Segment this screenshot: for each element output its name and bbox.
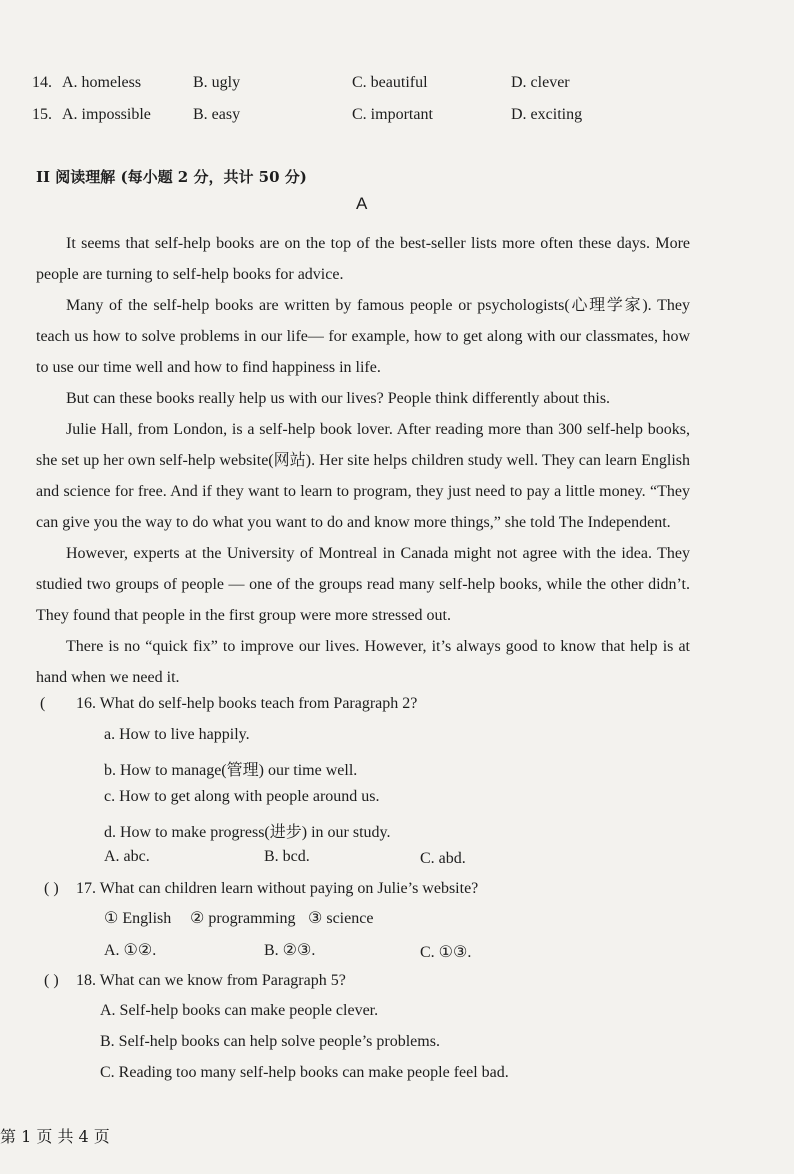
answer-bracket: ( ) [44, 880, 59, 897]
option-a: A. Self-help books can make people clever. [100, 1002, 379, 1019]
section-heading: II 阅读理解 (每小题 2 分，共计 50 分) [36, 168, 307, 186]
question-number: 14. [32, 74, 52, 91]
question-16-stem: 16. What do self-help books teach from Paragraph 2? [76, 695, 418, 712]
question-number: 15. [32, 106, 52, 123]
option-a: A. homeless [62, 74, 142, 91]
option-row-15 [0, 106, 794, 136]
passage-body [36, 228, 690, 693]
option-b: B. Self-help books can help solve people’s problems. [100, 1033, 440, 1050]
page-footer: 第 1 页 共 4 页 [0, 1127, 110, 1146]
paragraph: However, experts at the University of Montreal in Canada might not agree with the idea. They studied two groups of people — one of the groups read many self-help books, while the other didn’t. They found that people in the first group were more stressed out. [36, 545, 690, 624]
paragraph: But can these books really help us with our lives? People think differently about this. [66, 390, 611, 407]
option-c: C. beautiful [352, 74, 428, 91]
option-b: B. bcd. [264, 848, 310, 865]
option-b: B. easy [193, 106, 241, 123]
option-row-14 [0, 74, 794, 104]
answer-bracket: ( ) [44, 972, 59, 989]
option-a: A. abc. [104, 848, 150, 865]
question-17-item: ① English [104, 910, 172, 927]
option-c: C. abd. [420, 850, 466, 867]
question-16-item: b. How to manage(管理) our time well. [104, 762, 358, 779]
option-d: D. exciting [511, 106, 583, 123]
option-c: C. ①③. [420, 944, 472, 961]
question-17-item: ③ science [308, 910, 374, 927]
paragraph: Julie Hall, from London, is a self-help book lover. After reading more than 300 self-help books, she set up her own self-help website(网站). Her site helps children study well. They can learn English and science for free. And if they want to learn to program, they just need to pay a little money. “They can give you the way to do what you want to do and know more things,” she told The Independent. [36, 421, 690, 531]
option-a: A. impossible [62, 106, 151, 123]
paragraph: Many of the self-help books are written by famous people or psychologists(心理学家). They teach us how to solve problems in our life— for example, how to get along with our classmates, how to use our time well and how to find happiness in life. [36, 297, 690, 376]
answer-bracket: ( [40, 695, 46, 712]
question-16-item: a. How to live happily. [104, 726, 250, 743]
question-17-stem: 17. What can children learn without paying on Julie’s website? [76, 880, 479, 897]
question-16-item: d. How to make progress(进步) in our study. [104, 824, 391, 841]
paragraph: It seems that self-help books are on the top of the best-seller lists more often these days. More people are turning to self-help books for advice. [36, 235, 690, 283]
option-c: C. Reading too many self-help books can make people feel bad. [100, 1064, 509, 1081]
option-b: B. ugly [193, 74, 241, 91]
question-18-stem: 18. What can we know from Paragraph 5? [76, 972, 346, 989]
paragraph: There is no “quick fix” to improve our lives. However, it’s always good to know that help is at hand when we need it. [36, 638, 690, 686]
option-d: D. clever [511, 74, 570, 91]
option-c: C. important [352, 106, 433, 123]
passage-title: A [356, 194, 368, 213]
question-16-item: c. How to get along with people around us. [104, 788, 380, 805]
option-b: B. ②③. [264, 942, 316, 959]
question-17-item: ② programming [190, 910, 296, 927]
option-a: A. ①②. [104, 942, 157, 959]
